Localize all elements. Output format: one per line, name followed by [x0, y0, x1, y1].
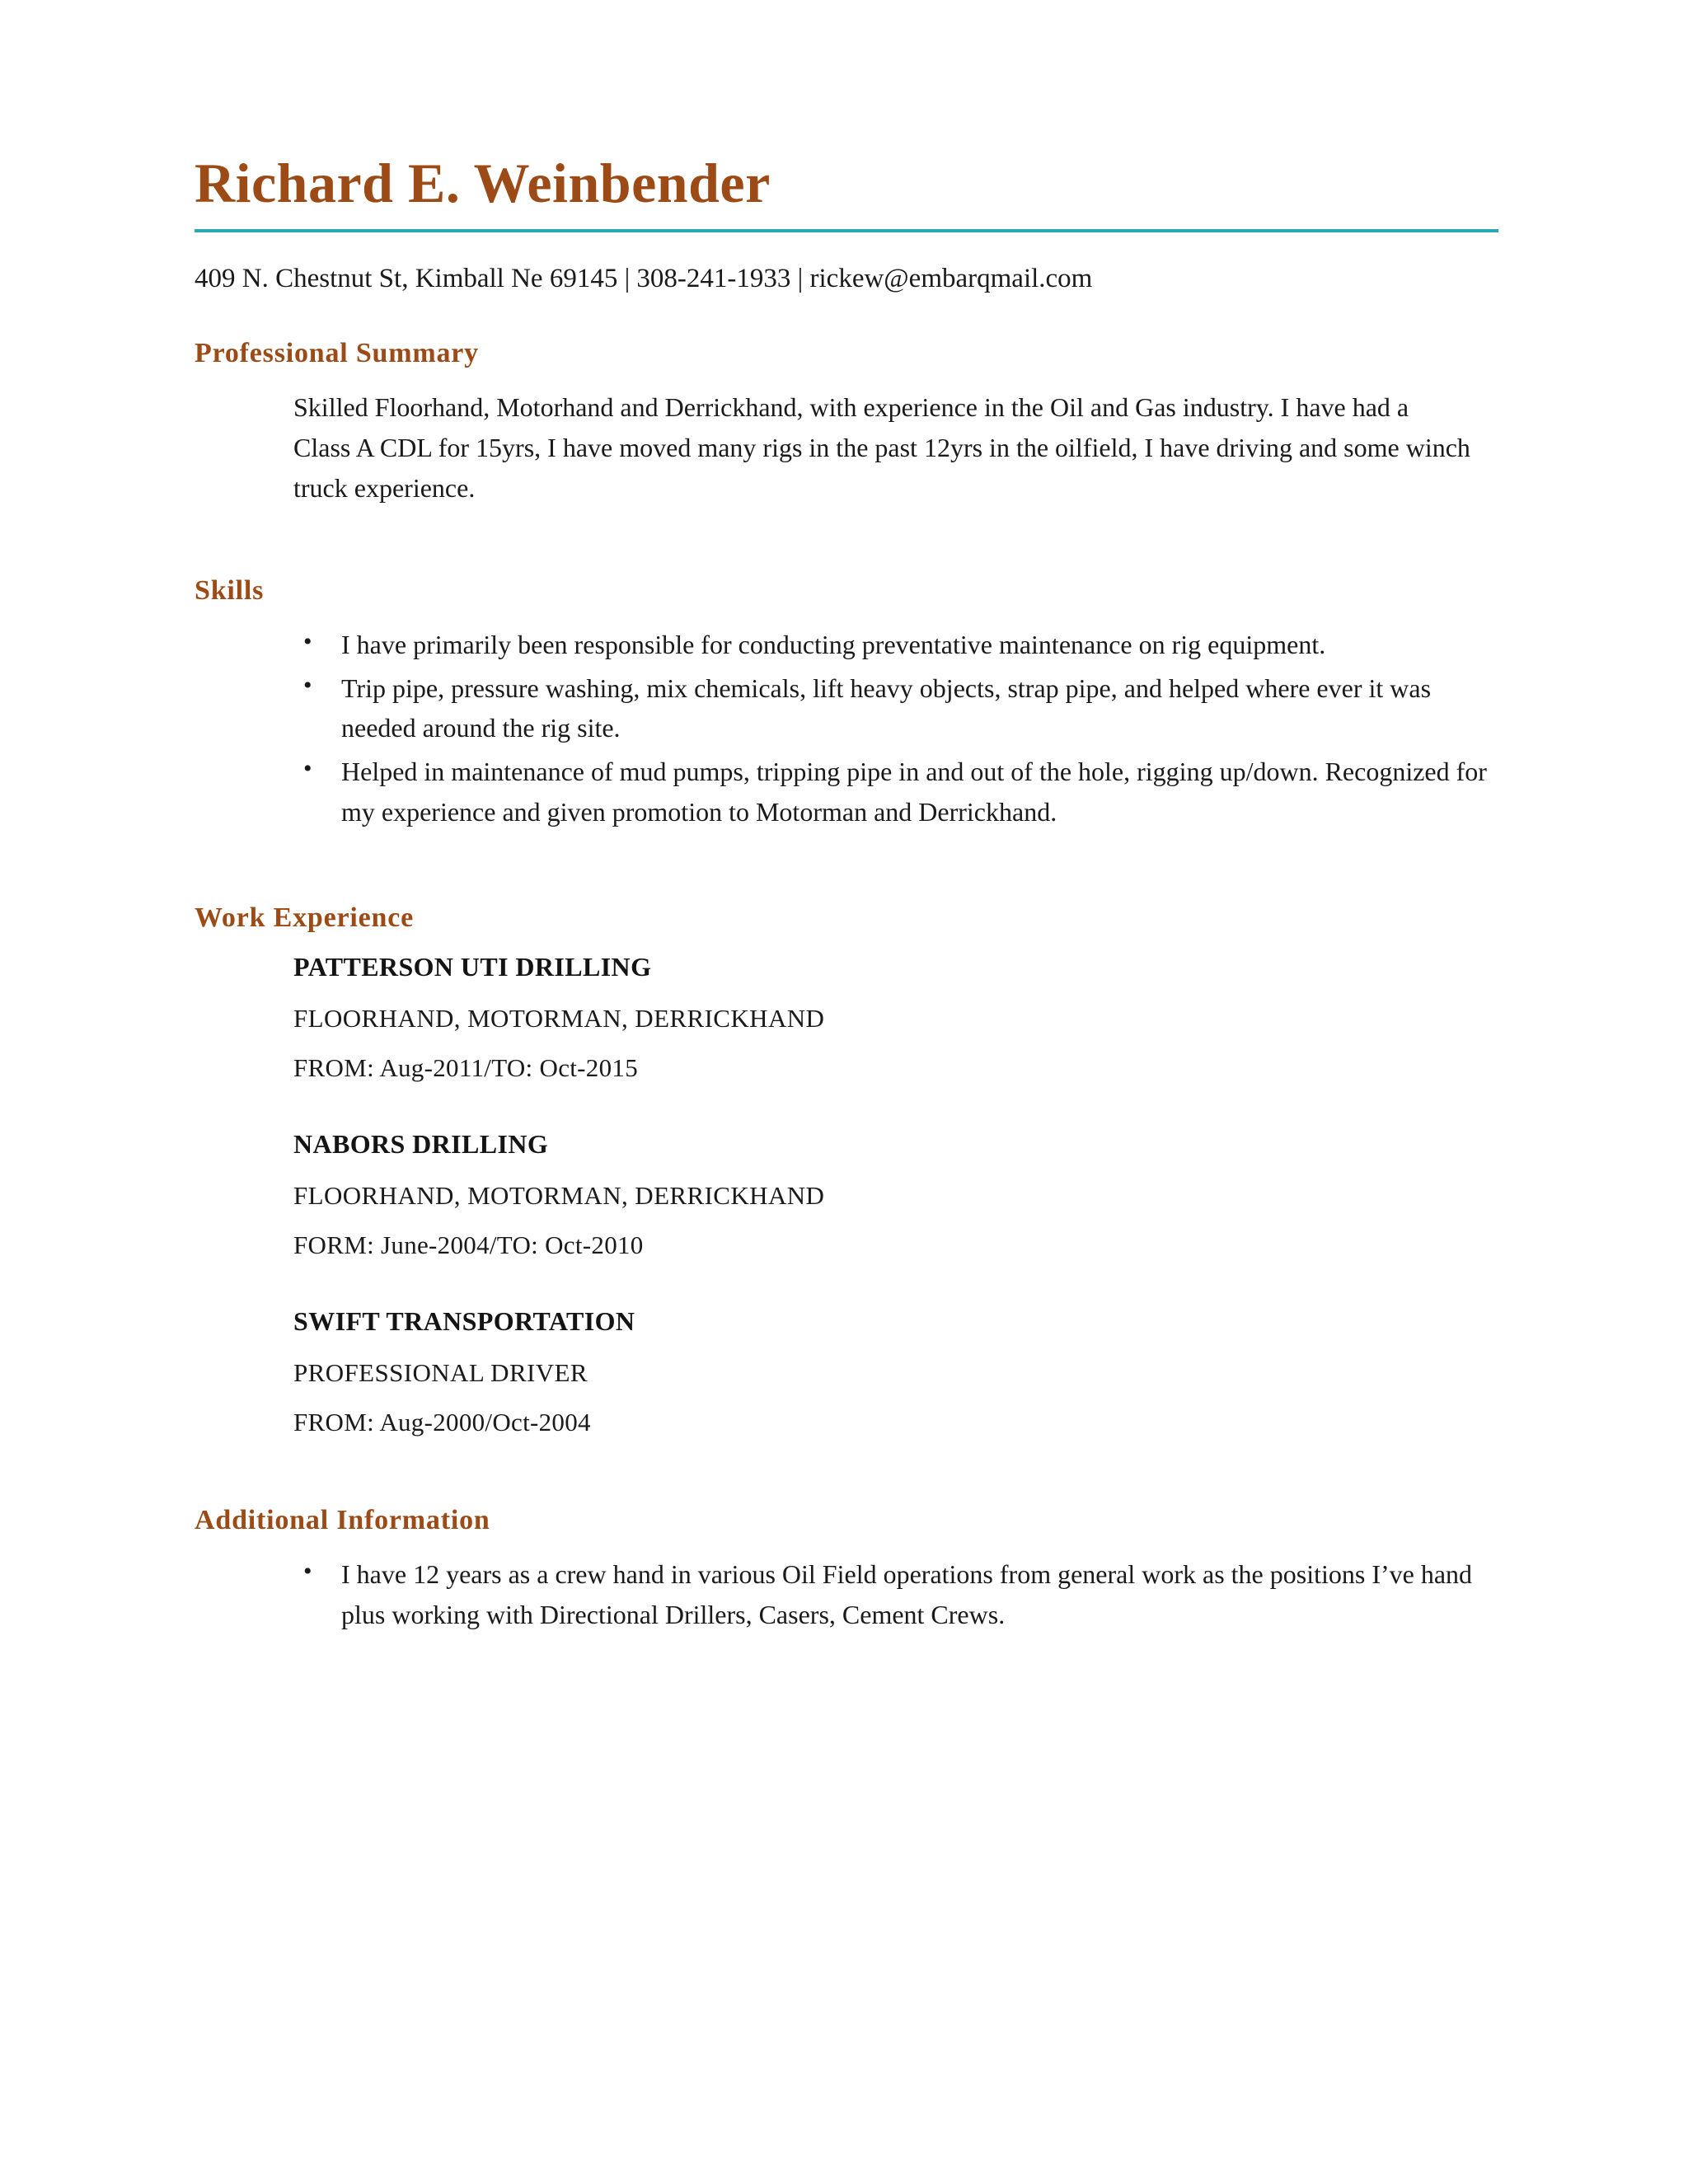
work-dates: FROM: Aug-2011/TO: Oct-2015 [293, 1053, 639, 1083]
section-heading-skills: Skills [195, 575, 265, 607]
list-item: • I have 12 years as a crew hand in various Oil Field operations from general work as the positions I’ve hand plus working with Directional Drillers, Casers, Cement Crews. [293, 1554, 1498, 1634]
spacer [195, 508, 1498, 575]
work-dates: FORM: June-2004/TO: Oct-2010 [293, 1230, 644, 1260]
work-role: PROFESSIONAL DRIVER [293, 1358, 588, 1388]
professional-summary-text: Skilled Floorhand, Motorhand and Derrickhand, with experience in the Oil and Gas industry. I have had a Class A CDL for 15yrs, I have moved many rigs in the past 12yrs in the oilfield, I have driving and some winch truck experience. [293, 392, 1470, 503]
spacer [195, 1260, 1498, 1306]
skills-list [195, 625, 1498, 832]
list-item: • Trip pipe, pressure washing, mix chemicals, lift heavy objects, strap pipe, and helped where ever it was needed around the rig site. [293, 668, 1498, 748]
page-title: Richard E. Weinbender [195, 152, 771, 214]
section-heading-professional-summary: Professional Summary [195, 338, 479, 369]
work-dates: FROM: Aug-2000/Oct-2004 [293, 1408, 591, 1437]
work-employer: PATTERSON UTI DRILLING [293, 952, 652, 982]
work-employer: NABORS DRILLING [293, 1129, 549, 1160]
work-role: FLOORHAND, MOTORMAN, DERRICKHAND [293, 1004, 825, 1033]
work-entry [293, 1306, 1498, 1437]
work-employer: SWIFT TRANSPORTATION [293, 1306, 635, 1337]
section-heading-work-experience: Work Experience [195, 902, 415, 934]
additional-information-list [195, 1554, 1498, 1634]
header-divider [195, 229, 1498, 232]
work-role: FLOORHAND, MOTORMAN, DERRICKHAND [293, 1181, 825, 1211]
spacer [195, 1437, 1498, 1505]
spacer [195, 835, 1498, 902]
contact-line: 409 N. Chestnut St, Kimball Ne 69145 | 308-241-1933 | rickew@embarqmail.com [195, 263, 1093, 293]
list-item: • Helped in maintenance of mud pumps, tripping pipe in and out of the hole, rigging up/down. Recognized for my experience and given promotion to Motorman and Derrickhand. [293, 752, 1498, 832]
list-item: • I have primarily been responsible for conducting preventative maintenance on rig equipment. [293, 625, 1498, 665]
work-entry [293, 952, 1498, 1083]
work-entry [293, 1129, 1498, 1260]
section-heading-additional-information: Additional Information [195, 1505, 490, 1536]
spacer [195, 1083, 1498, 1129]
